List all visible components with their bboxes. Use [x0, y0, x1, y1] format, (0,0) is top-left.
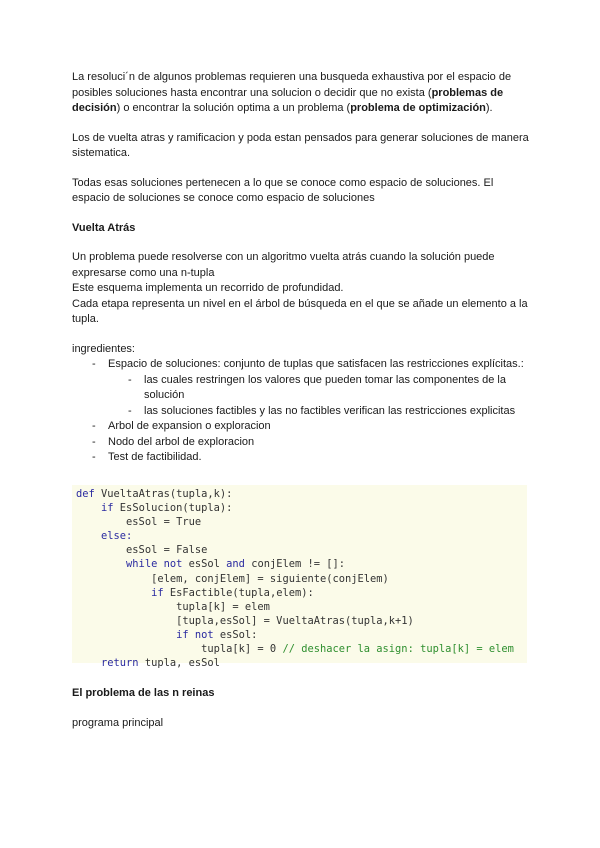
code-line: if not esSol:: [76, 628, 258, 641]
section-heading-n-reinas: El problema de las n reinas: [72, 687, 215, 699]
code-line: esSol = True: [76, 516, 202, 529]
code-line: tupla[k] = 0 // deshacer la asign: tupla[k] = elem: [76, 643, 514, 656]
code-line: tupla[k] = elem: [76, 600, 270, 613]
code-line: else:: [76, 530, 133, 543]
code-comment: // deshacer la asign: tupla[k] = elem: [282, 643, 514, 656]
ingredientes-list: [72, 357, 532, 466]
bold-term-decision: problemas de decisión: [72, 86, 504, 114]
document-body: [72, 70, 532, 466]
vuelta-line-1: Un problema puede resolverse con un algoritmo vuelta atrás cuando la solución puede expresarse como una n-tupla: [72, 251, 495, 279]
ingredientes-label: ingredientes:: [72, 342, 135, 355]
code-keyword: while not: [76, 558, 183, 571]
list-item: - Nodo del arbol de exploracion: [72, 435, 532, 451]
code-keyword: and: [226, 558, 245, 571]
list-item: - Espacio de soluciones: conjunto de tuplas que satisfacen las restricciones explícitas.:: [72, 357, 532, 373]
list-subitem: - las cuales restringen los valores que pueden tomar las componentes de la solución: [72, 373, 532, 404]
code-block: [72, 485, 527, 670]
section-heading-vuelta-atras: Vuelta Atrás: [72, 221, 136, 234]
subheading-programa-principal: programa principal: [72, 717, 164, 729]
code-keyword: if not: [76, 628, 214, 641]
vuelta-line-2: Este esquema implementa un recorrido de profundidad.: [72, 282, 344, 294]
intro-text: La resoluci´n de algunos problemas requieren una busqueda exhaustiva por el espacio de posibles soluciones hasta encontrar una solucion o decidir que no exista (: [72, 71, 512, 99]
code-keyword: return: [76, 657, 139, 670]
list-subitem: - las soluciones factibles y las no factibles verifican las restricciones explicitas: [72, 404, 532, 420]
vuelta-line-3: Cada etapa representa un nivel en el árbol de búsqueda en el que se añade un elemento a la tupla.: [72, 297, 528, 325]
code-line: esSol = False: [76, 544, 208, 557]
code-keyword: if: [76, 586, 164, 599]
code-keyword: def: [76, 488, 95, 500]
code-line: if EsSolucion(tupla):: [76, 502, 233, 515]
list-item: - Test de factibilidad.: [72, 450, 532, 466]
intro-paragraph-2: Los de vuelta atras y ramificacion y poda estan pensados para generar soluciones de manera sistematica.: [72, 131, 529, 159]
intro-text: ) o encontrar la solución optima a un problema (: [116, 102, 351, 114]
intro-paragraph-1: [72, 70, 532, 117]
list-item: - Arbol de expansion o exploracion: [72, 419, 532, 435]
bold-term-optimization: problema de optimización: [350, 102, 486, 114]
code-line: if EsFactible(tupla,elem):: [76, 586, 314, 599]
code-line: def VueltaAtras(tupla,k):: [76, 488, 233, 500]
intro-text: ).: [485, 102, 493, 114]
code-line: [elem, conjElem] = siguiente(conjElem): [76, 572, 389, 585]
code-line: while not esSol and conjElem != []:: [76, 558, 346, 571]
code-line: [tupla,esSol] = VueltaAtras(tupla,k+1): [76, 614, 414, 627]
code-line: return tupla, esSol: [76, 657, 220, 670]
intro-paragraph-3: Todas esas soluciones pertenecen a lo que se conoce como espacio de soluciones. El espacio de soluciones se conoce como espacio de soluciones: [72, 176, 494, 204]
code-keyword: if: [76, 502, 114, 515]
